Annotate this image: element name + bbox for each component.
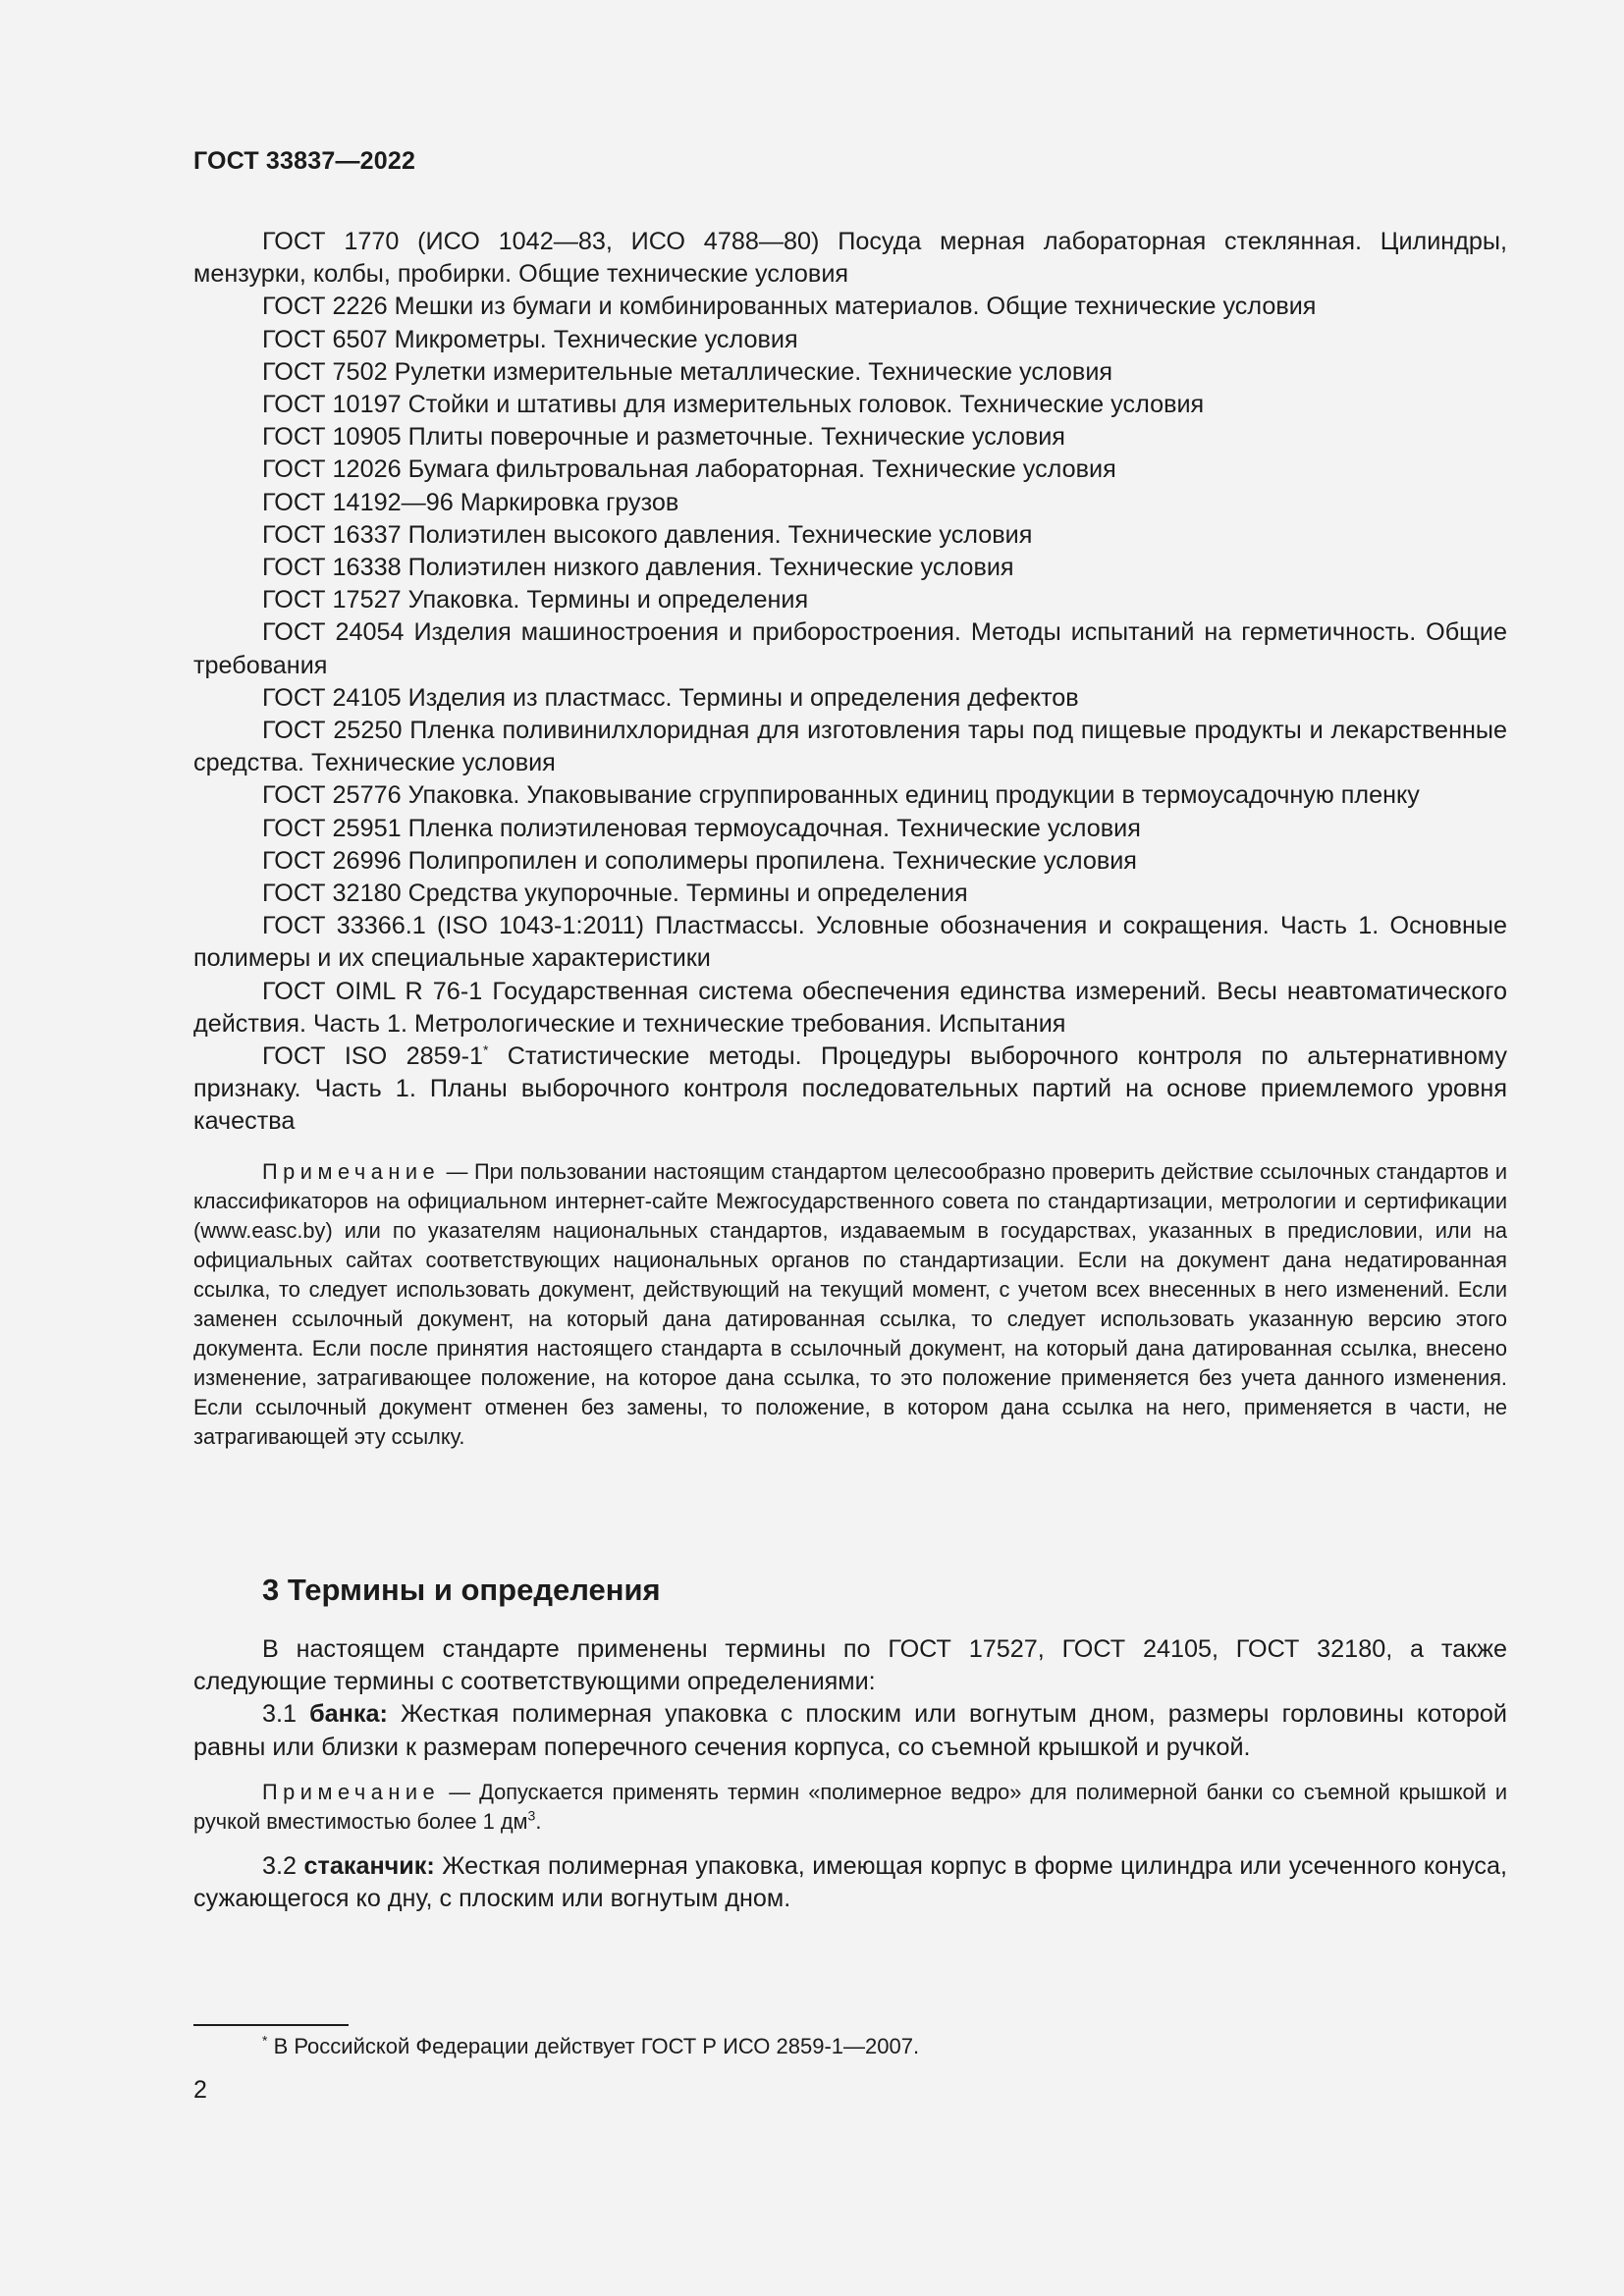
iso-ref-code: ГОСТ ISO 2859-1 <box>262 1042 484 1071</box>
reference-item: ГОСТ 24105 Изделия из пластмасс. Термины и определения дефектов <box>262 683 1079 712</box>
note-dash: — <box>440 1779 480 1804</box>
term-definition <box>193 1698 1507 1763</box>
reference-item: ГОСТ 1770 (ИСО 1042—83, ИСО 4788—80) Посуда мерная лабораторная стеклянная. Цилиндры, мензурки, колбы, пробирки. Общие технические условия <box>193 228 1507 289</box>
reference-item: ГОСТ 14192—96 Маркировка грузов <box>262 488 679 516</box>
note-text: Допускается применять термин «полимерное ведро» для полимерной банки со съемной крышкой и ручкой вместимостью более 1 дм <box>193 1779 1507 1834</box>
reference-item-iso <box>193 1041 1507 1139</box>
reference-item: ГОСТ 25776 Упаковка. Упаковывание сгруппированных единиц продукции в термоусадочную пленку <box>262 781 1420 810</box>
section-terms <box>193 1571 1507 1915</box>
reference-item: ГОСТ 25250 Пленка поливинилхлоридная для изготовления тары под пищевые продукты и лекарственные средства. Технические условия <box>193 717 1507 777</box>
term-text: Жесткая полимерная упаковка, имеющая корпус в форме цилиндра или усеченного конуса, сужающегося ко дну, с плоским или вогнутым дном. <box>193 1851 1507 1913</box>
footnote-divider <box>193 2024 349 2026</box>
reference-item: ГОСТ 24054 Изделия машиностроения и приборостроения. Методы испытаний на герметичность. Общие требования <box>193 618 1507 679</box>
term-name: банка: <box>309 1700 388 1729</box>
footnote-mark[interactable]: * <box>483 1041 489 1058</box>
reference-item: ГОСТ 26996 Полипропилен и сополимеры пропилена. Технические условия <box>262 846 1137 875</box>
note-label: Примечание <box>262 1779 441 1804</box>
section-intro: В настоящем стандарте применены термины по ГОСТ 17527, ГОСТ 24105, ГОСТ 32180, а также следующие термины с соответствующими определениями: <box>193 1635 1507 1696</box>
reference-item: ГОСТ OIML R 76-1 Государственная система обеспечения единства измерений. Весы неавтоматического действия. Часть 1. Метрологические и технические требования. Испытания <box>193 977 1507 1038</box>
reference-item: ГОСТ 32180 Средства укупорочные. Термины и определения <box>262 880 968 908</box>
footnote-mark: * <box>262 2032 268 2049</box>
normative-references <box>193 226 1507 1452</box>
term-number: 3.1 <box>262 1700 310 1729</box>
page-number: 2 <box>193 2076 207 2104</box>
note-text: При пользовании настоящим стандартом целесообразно проверить действие ссылочных стандартов и классификаторов на официальном интернет-сайте Межгосударственного совета по стандартизации, метрологии и сертификации (www.easc.by) или по указателям национальных стандартов, издаваемым в государствах, указанных в предисловии, или на официальных сайтах соответствующих национальных органов по стандартизации. Если на документ дана недатированная ссылка, то следует использовать документ, действующий на текущий момент, с учетом всех внесенных в него изменений. Если заменен ссылочный документ, на который дана датированная ссылка, то следует использовать указанную версию этого документа. Если после принятия настоящего стандарта в ссылочный документ, на который дана датированная ссылка, внесено изменение, затрагивающее положение, на которое дана ссылка, то это положение применяется без учета данного изменения. Если ссылочный документ отменен без замены, то положение, в котором дана ссылка на него, применяется в части, не затрагивающей эту ссылку. <box>193 1158 1507 1449</box>
term-note <box>193 1778 1507 1837</box>
reference-item: ГОСТ 12026 Бумага фильтровальная лабораторная. Технические условия <box>262 455 1116 484</box>
term-number: 3.2 <box>262 1851 304 1880</box>
note-references <box>193 1157 1507 1452</box>
reference-item: ГОСТ 10905 Плиты поверочные и разметочные. Технические условия <box>262 423 1065 452</box>
note-end: . <box>535 1808 542 1834</box>
reference-item: ГОСТ 16338 Полиэтилен низкого давления. Технические условия <box>262 554 1014 582</box>
document-header: ГОСТ 33837—2022 <box>193 147 416 175</box>
reference-item: ГОСТ 16337 Полиэтилен высокого давления. Технические условия <box>262 520 1033 549</box>
reference-item: ГОСТ 33366.1 (ISO 1043-1:2011) Пластмассы. Условные обозначения и сокращения. Часть 1. Основные полимеры и их специальные характеристики <box>193 912 1507 973</box>
term-text: Жесткая полимерная упаковка с плоским или вогнутым дном, размеры горловины которой равны или близки к размерам поперечного сечения корпуса, со съемной крышкой и ручкой. <box>193 1700 1507 1761</box>
note-label: Примечание <box>262 1158 441 1184</box>
section-title: 3 Термины и определения <box>262 1573 661 1607</box>
reference-item: ГОСТ 10197 Стойки и штативы для измерительных головок. Технические условия <box>262 391 1205 419</box>
footnote-text: В Российской Федерации действует ГОСТ Р ИСО 2859-1—2007. <box>267 2034 920 2058</box>
reference-item: ГОСТ 17527 Упаковка. Термины и определения <box>262 586 809 614</box>
reference-item: ГОСТ 7502 Рулетки измерительные металлические. Технические условия <box>262 357 1113 386</box>
reference-item: ГОСТ 25951 Пленка полиэтиленовая термоусадочная. Технические условия <box>262 814 1141 842</box>
iso-ref-text: Статистические методы. Процедуры выборочного контроля по альтернативному признаку. Часть 1. Планы выборочного контроля последовательных партий на основе приемлемого уровня качества <box>193 1042 1507 1136</box>
footnote <box>262 2032 919 2061</box>
reference-item: ГОСТ 2226 Мешки из бумаги и комбинированных материалов. Общие технические условия <box>262 293 1317 321</box>
note-superscript: 3 <box>527 1807 536 1824</box>
term-definition <box>193 1850 1507 1915</box>
note-dash: — <box>440 1158 474 1184</box>
term-name: стаканчик: <box>303 1851 435 1880</box>
reference-item: ГОСТ 6507 Микрометры. Технические условия <box>262 325 798 353</box>
